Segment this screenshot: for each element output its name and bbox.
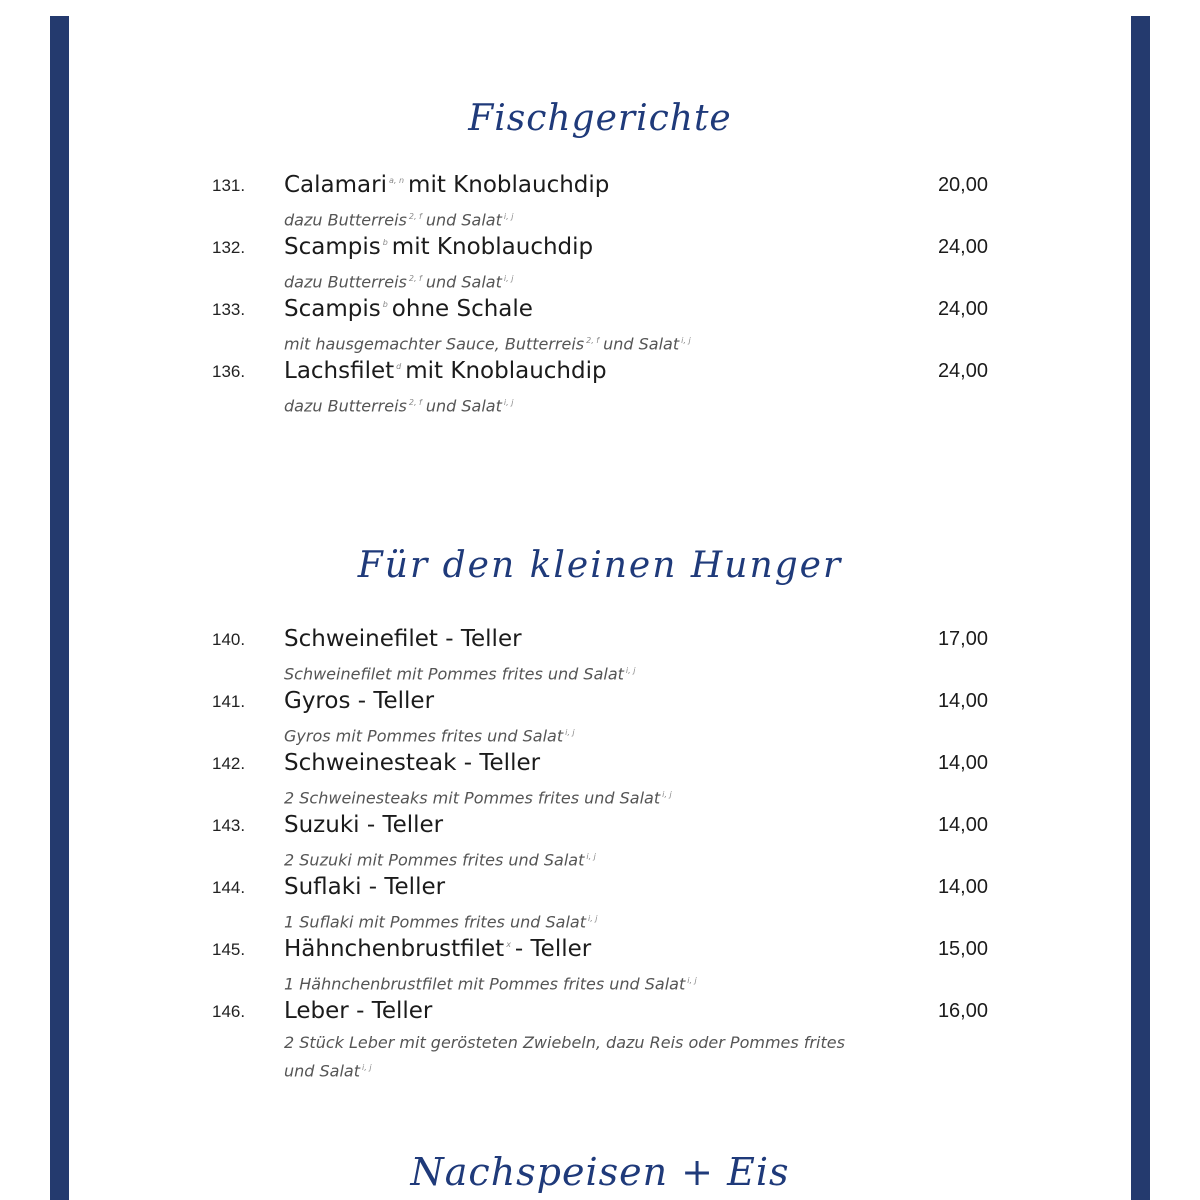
item-price: 16,00 xyxy=(937,1000,988,1022)
item-price: 14,00 xyxy=(937,690,988,712)
menu-item xyxy=(0,874,1200,936)
item-name: Schweinesteak - Teller xyxy=(284,750,541,776)
item-number: 131. xyxy=(212,176,246,195)
item-number: 133. xyxy=(212,300,246,319)
item-description: mit hausgemachter Sauce, Butterreis $^{2, f}$ und Salat $^{i, j}$ xyxy=(284,334,691,354)
item-price: 17,00 xyxy=(937,628,988,650)
item-name: Leber - Teller xyxy=(284,998,433,1024)
item-price: 14,00 xyxy=(937,752,988,774)
item-number: 141. xyxy=(212,692,246,711)
item-number: 136. xyxy=(212,362,246,381)
item-number: 143. xyxy=(212,816,246,835)
allergen-code: d xyxy=(396,362,402,372)
menu-item xyxy=(0,626,1200,688)
item-number: 140. xyxy=(212,630,246,649)
item-price: 14,00 xyxy=(937,876,988,898)
menu-item xyxy=(0,688,1200,750)
menu-item xyxy=(0,234,1200,296)
item-description: 1 Hähnchenbrustfilet mit Pommes frites und Salat $^{i, j}$ xyxy=(284,974,697,994)
item-name: Suflaki - Teller xyxy=(284,874,446,900)
item-price: 24,00 xyxy=(937,236,988,258)
item-name: Scampis $^b$ mit Knoblauchdip xyxy=(284,234,594,260)
item-description: 1 Suflaki mit Pommes frites und Salat $^{i, j}$ xyxy=(284,912,598,932)
item-price: 15,00 xyxy=(937,938,988,960)
item-name: Schweinefilet - Teller xyxy=(284,626,522,652)
item-name: Hähnchenbrustfilet $^x$ - Teller xyxy=(284,936,592,962)
item-number: 146. xyxy=(212,1002,246,1021)
menu-item xyxy=(0,812,1200,874)
menu-item xyxy=(0,358,1200,420)
menu-list-fischgerichte xyxy=(0,172,1200,420)
item-name: Scampis $^b$ ohne Schale xyxy=(284,296,533,322)
item-price: 24,00 xyxy=(937,360,988,382)
item-number: 142. xyxy=(212,754,246,773)
item-description: dazu Butterreis $^{2, f}$ und Salat $^{i, j}$ xyxy=(284,396,514,416)
menu-item xyxy=(0,998,1200,1081)
item-description: Gyros mit Pommes frites und Salat $^{i, j}$ xyxy=(284,726,575,746)
item-name: Gyros - Teller xyxy=(284,688,435,714)
item-description: 2 Stück Leber mit gerösteten Zwiebeln, dazu Reis oder Pommes frites und Salat $^{i, j}$ xyxy=(284,1033,845,1081)
item-description: Schweinefilet mit Pommes frites und Salat $^{i, j}$ xyxy=(284,664,636,684)
item-price: 14,00 xyxy=(937,814,988,836)
menu-item xyxy=(0,296,1200,358)
menu-item xyxy=(0,172,1200,234)
menu-item xyxy=(0,750,1200,812)
item-number: 144. xyxy=(212,878,246,897)
menu-list-kleiner-hunger xyxy=(0,626,1200,1081)
menu-item xyxy=(0,936,1200,998)
item-price: 24,00 xyxy=(937,298,988,320)
item-number: 132. xyxy=(212,238,246,257)
allergen-code: a, n xyxy=(388,176,405,186)
item-description: dazu Butterreis $^{2, f}$ und Salat $^{i, j}$ xyxy=(284,210,514,230)
item-name: Calamari $^{a, n}$ mit Knoblauchdip xyxy=(284,172,610,198)
item-number: 145. xyxy=(212,940,246,959)
item-name: Suzuki - Teller xyxy=(284,812,444,838)
section-title-nachspeisen: Nachspeisen + Eis xyxy=(410,1150,790,1194)
allergen-code: x xyxy=(506,940,511,950)
section-title-kleiner-hunger: Für den kleinen Hunger xyxy=(357,545,843,586)
item-description: 2 Suzuki mit Pommes frites und Salat $^{i, j}$ xyxy=(284,850,596,870)
item-name: Lachsfilet $^d$ mit Knoblauchdip xyxy=(284,358,607,384)
allergen-code: b xyxy=(382,238,388,248)
item-description: dazu Butterreis $^{2, f}$ und Salat $^{i, j}$ xyxy=(284,272,514,292)
section-title-fischgerichte: Fischgerichte xyxy=(468,98,732,139)
item-description: 2 Schweinesteaks mit Pommes frites und Salat $^{i, j}$ xyxy=(284,788,672,808)
allergen-code: b xyxy=(382,300,388,310)
item-price: 20,00 xyxy=(937,174,988,196)
